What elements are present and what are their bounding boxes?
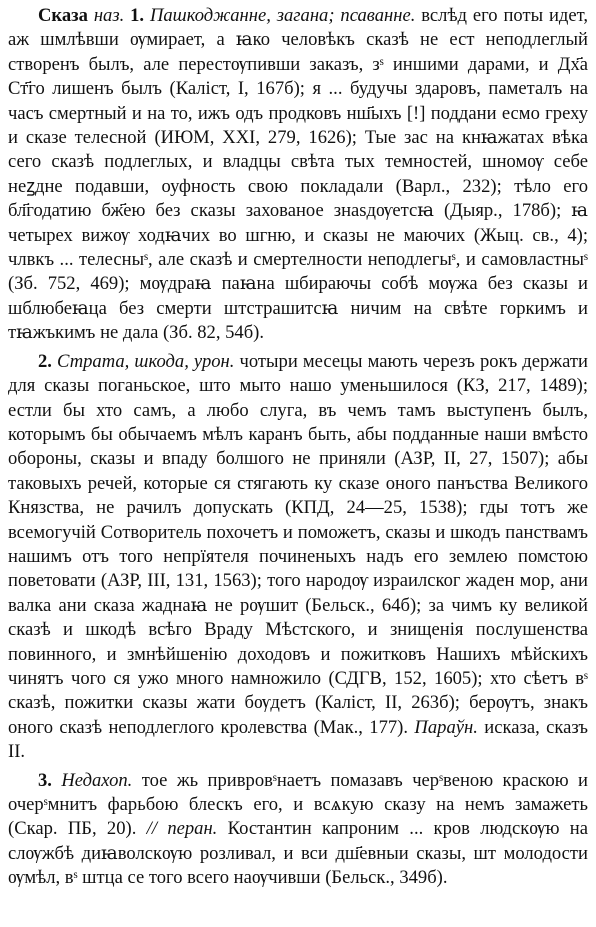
sense-gloss: Пашкоджанне, загана; псаванне. [149,5,416,26]
sense-citations: тое жь привровˢнаетъ помазавъ черˢвеною краскою и очерˢмнитъ фарьбою блескъ его, и всѧкую сказу на немъ замажеть (Скар. ПБ, 20). [8,769,588,840]
sense-gloss: Страта, шкода, урон. [57,350,235,372]
sense-2 [8,350,588,765]
sense-number: 1. [130,5,145,26]
headword: Сказа [38,5,88,26]
sense-citations: чотыри месецы мають черезъ рокъ держати для сказы поганьское, што мыто нашо уменьшилося (КЗ, 217, 1489); естли бы хто самъ, а любо слуга, въ чемъ тамъ выступенъ былъ, которымъ бы обычаемъ мѣлъ каранъ быть, абы подданные наши вмѣсто обороны, сказы и впаду болшого не приняли (АЗР, II, 27, 1507); абы таковыхъ речей, которые ся стягають ку сказе оного панъства Великого Князства, не рачилъ допускать (КПД, 24—25, 1538); гды тотъ же всемогучій Сотворитель похочетъ и поможетъ, сказы и шкодъ панствамъ нашимъ отъ того непрïятеля починеныхъ надъ его землею помстою поветовати (АЗР, III, 131, 1563); того народѹ израилског жаден мор, ани валка ани сказа жаднаꙗ не рѹшит (Бельск., 64б); за чимъ ку великой сказѣ и шкодѣ всѣго Враду Мѣстского, и знищенія послушенства повинного, и змнѣйшенію доходовъ и пожитковъ Нашихъ мѣйскихъ чинятъ чого ся ужо много намножило (СДГВ, 152, 1605); хто сѣетъ вˢ сказѣ, пожитки сказы жати бѹдетъ (Каліст, II, 263б); берѹтъ, знакъ оного сказѣ неподлеглого кролевства (Мак., 177). [8,350,588,738]
subsense-citations: Костантин капроним ... кров людскѹю на слѹжбѣ диꙗволскѹю розливал, и вси дш҃евныи сказы, шт молодости ѹмѣл, вˢ штца се того всего наѹчивши (Бельск., 349б). [8,818,588,889]
gram-label: наз. [93,5,125,26]
sense-3 [8,769,588,891]
subsense-separator: // [146,818,157,840]
compare-label: Параўн. [414,716,478,738]
sense-number: 2. [38,350,52,372]
subsense-gloss: перан. [167,818,218,840]
sense-1 [8,4,588,346]
sense-number: 3. [38,769,52,791]
sense-gloss: Недахоп. [61,769,133,791]
sense-citations: вслѣд его поты идет, аж шмлѣвши ѹмирает, а ꙗко человѣкъ сказѣ не ест неподлеглый створенъ былъ, але перестѹпивши заказъ, зˢ иншими дарами, и Дх҃а Ст҃го лишенъ былъ (Каліст, I, 167б); я ... будучы здаровъ, паметалъ на часъ смертный и на то, ижъ одъ продковъ нш҃ыхъ [!] поддани есмо греху и сказе телесной (ИЮМ, XXI, 279, 1626); Тые зас на кнꙗжатах вѣка сего сказѣ подлеглых, и владцы свѣта тых темностей, шномѹ себе неꙁдне подавши, оуфность свою покладали (Варл., 232); тѣло его бл҃годатию бж҃ею без сказы захованое знаѕдѹетсꙗ (Дыяр., 178б); ꙗ четырех вижѹ ходꙗчих во шгню, и сказы не маючих (Жыц. св., 4); члвкъ ... телесныˢ, але сказѣ и смертелности неподлегыˢ, и самовластныˢ (Зб. 752, 469); мѹдраꙗ паꙗна шбираючы собѣ мѹжа без сказы и шблюбеꙗца без смерти штстрашитсꙗ ничим на свѣте горкимъ и тꙗжъкимъ не дала (Зб. 82, 54б). [8,5,588,344]
compare-text: исказа, сказъ II. [8,716,589,763]
